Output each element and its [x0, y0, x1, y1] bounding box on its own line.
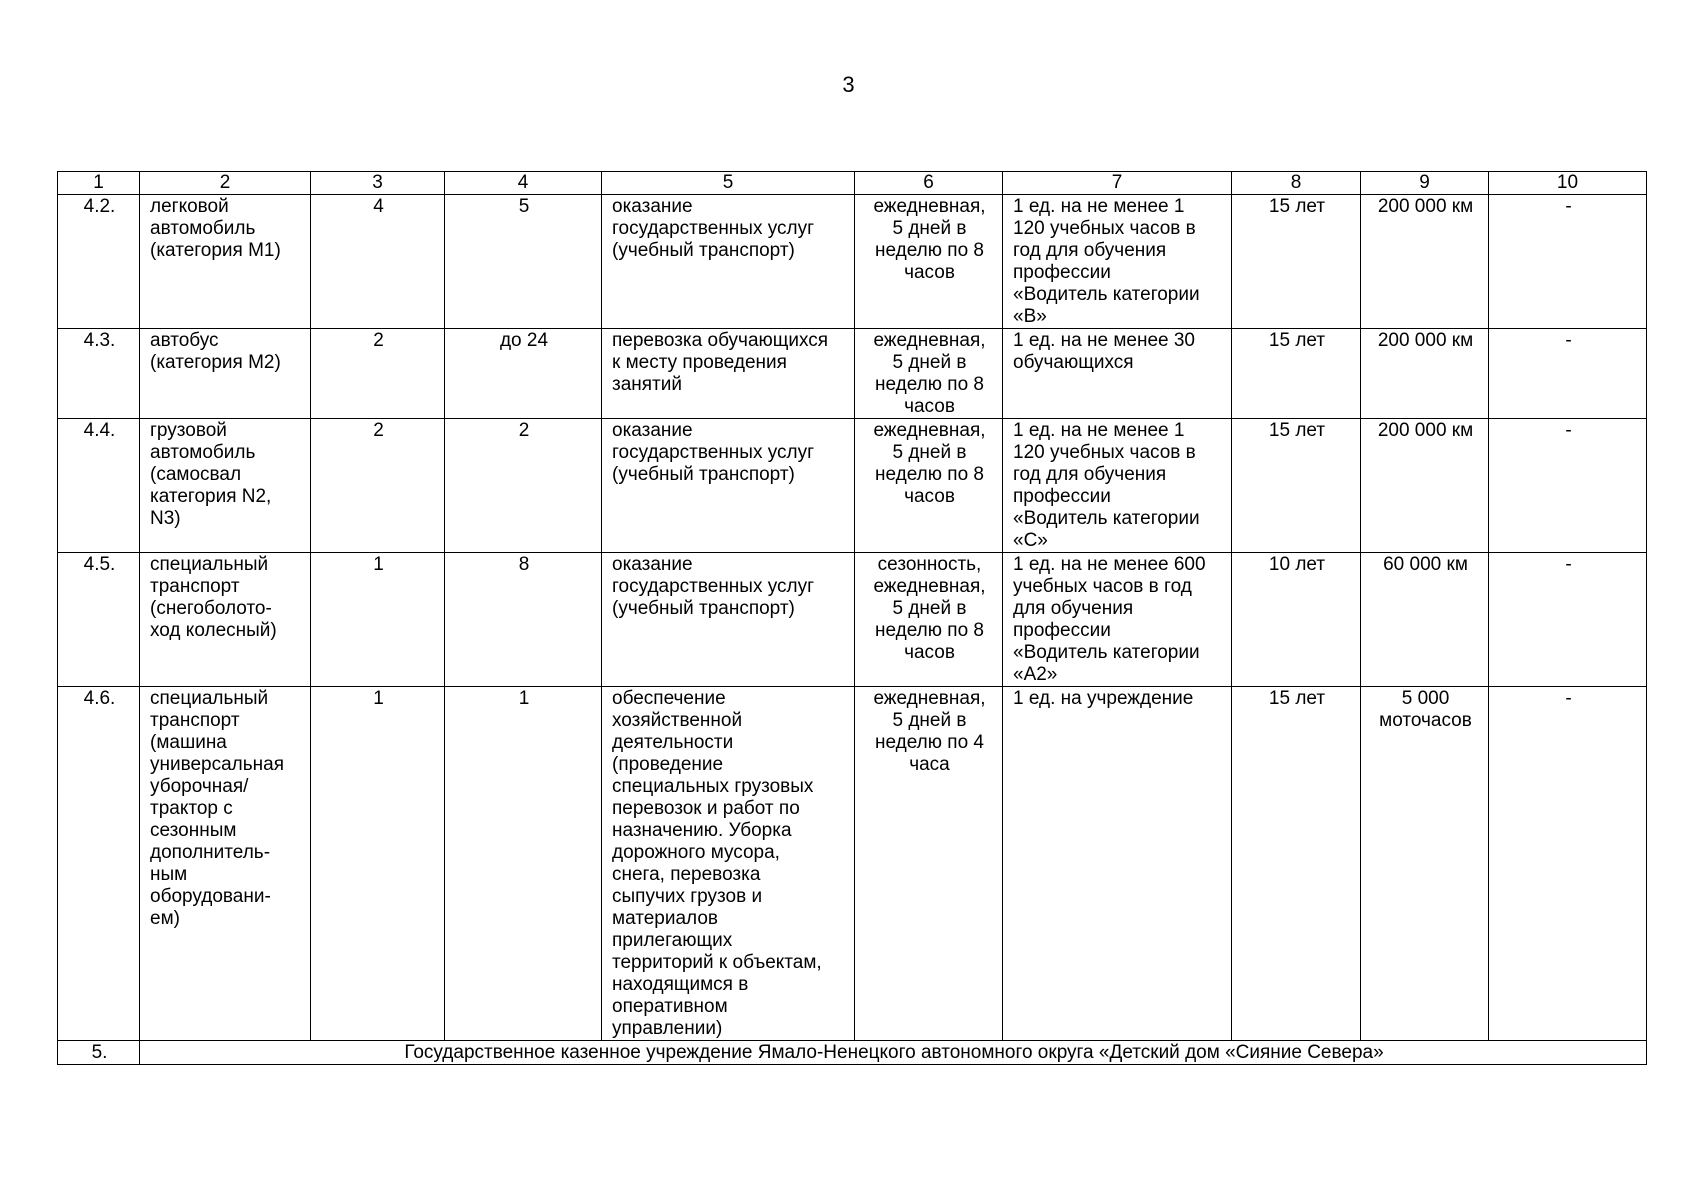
column-number-row — [58, 172, 1647, 195]
usage-mode: ежедневная, 5 дней в неделю по 8 часов — [855, 419, 1003, 553]
column-header: 9 — [1361, 172, 1489, 195]
vehicle-name: специальный транспорт (машина универсальная уборочная/ трактор с сезонным дополнитель- ным оборудовани- ем) — [140, 687, 311, 1041]
column-header: 8 — [1232, 172, 1361, 195]
vehicle-norms-table — [57, 171, 1647, 1065]
vehicle-name: автобус (категория М2) — [140, 329, 311, 419]
mileage: 5 000 моточасов — [1361, 687, 1489, 1041]
usage-mode: сезонность, ежедневная, 5 дней в неделю по 8 часов — [855, 553, 1003, 687]
cell-col3: 2 — [311, 329, 445, 419]
vehicle-purpose: обеспечение хозяйственной деятельности (проведение специальных грузовых перевозок и работ по назначению. Уборка дорожного мусора, снега, перевозка сыпучих грузов и материалов прилегающих территорий к объектам, находящимся в оперативном управлении) — [602, 687, 855, 1041]
vehicle-purpose: перевозка обучающихся к месту проведения занятий — [602, 329, 855, 419]
cell-col10: - — [1489, 687, 1647, 1041]
cell-col3: 2 — [311, 419, 445, 553]
cell-col4: 1 — [445, 687, 602, 1041]
cell-col4: 2 — [445, 419, 602, 553]
vehicle-purpose: оказание государственных услуг (учебный транспорт) — [602, 553, 855, 687]
column-header: 4 — [445, 172, 602, 195]
cell-col10: - — [1489, 329, 1647, 419]
usage-norm: 1 ед. на не менее 30 обучающихся — [1003, 329, 1232, 419]
cell-col4: 8 — [445, 553, 602, 687]
cell-col10: - — [1489, 419, 1647, 553]
column-header: 6 — [855, 172, 1003, 195]
service-term: 15 лет — [1232, 195, 1361, 329]
vehicle-purpose: оказание государственных услуг (учебный транспорт) — [602, 195, 855, 329]
vehicle-purpose: оказание государственных услуг (учебный транспорт) — [602, 419, 855, 553]
vehicle-name: специальный транспорт (снегоболото- ход колесный) — [140, 553, 311, 687]
service-term: 15 лет — [1232, 687, 1361, 1041]
section-row — [58, 1041, 1647, 1065]
column-header: 2 — [140, 172, 311, 195]
usage-mode: ежедневная, 5 дней в неделю по 4 часа — [855, 687, 1003, 1041]
usage-mode: ежедневная, 5 дней в неделю по 8 часов — [855, 329, 1003, 419]
cell-col10: - — [1489, 195, 1647, 329]
table-row — [58, 419, 1647, 553]
row-number: 4.5. — [58, 553, 140, 687]
section-number: 5. — [58, 1041, 140, 1065]
service-term: 15 лет — [1232, 329, 1361, 419]
usage-norm: 1 ед. на не менее 1 120 учебных часов в год для обучения профессии «Водитель категории «В» — [1003, 195, 1232, 329]
column-header: 5 — [602, 172, 855, 195]
table-row — [58, 687, 1647, 1041]
column-header: 10 — [1489, 172, 1647, 195]
vehicle-name: легковой автомобиль (категория М1) — [140, 195, 311, 329]
cell-col3: 4 — [311, 195, 445, 329]
service-term: 10 лет — [1232, 553, 1361, 687]
mileage: 200 000 км — [1361, 419, 1489, 553]
table-row — [58, 329, 1647, 419]
vehicle-name: грузовой автомобиль (самосвал категория N2, N3) — [140, 419, 311, 553]
usage-norm: 1 ед. на не менее 600 учебных часов в год для обучения профессии «Водитель категории «А2» — [1003, 553, 1232, 687]
mileage: 200 000 км — [1361, 195, 1489, 329]
mileage: 200 000 км — [1361, 329, 1489, 419]
cell-col3: 1 — [311, 553, 445, 687]
cell-col10: - — [1489, 553, 1647, 687]
mileage: 60 000 км — [1361, 553, 1489, 687]
usage-norm: 1 ед. на не менее 1 120 учебных часов в год для обучения профессии «Водитель категории «С» — [1003, 419, 1232, 553]
service-term: 15 лет — [1232, 419, 1361, 553]
section-title: Государственное казенное учреждение Ямало-Ненецкого автономного округа «Детский дом «Сияние Севера» — [140, 1041, 1647, 1065]
table-row — [58, 195, 1647, 329]
column-header: 1 — [58, 172, 140, 195]
row-number: 4.6. — [58, 687, 140, 1041]
cell-col4: до 24 — [445, 329, 602, 419]
cell-col3: 1 — [311, 687, 445, 1041]
column-header: 3 — [311, 172, 445, 195]
usage-mode: ежедневная, 5 дней в неделю по 8 часов — [855, 195, 1003, 329]
row-number: 4.4. — [58, 419, 140, 553]
row-number: 4.3. — [58, 329, 140, 419]
usage-norm: 1 ед. на учреждение — [1003, 687, 1232, 1041]
page-number: 3 — [842, 72, 855, 97]
table-row — [58, 553, 1647, 687]
column-header: 7 — [1003, 172, 1232, 195]
cell-col4: 5 — [445, 195, 602, 329]
row-number: 4.2. — [58, 195, 140, 329]
